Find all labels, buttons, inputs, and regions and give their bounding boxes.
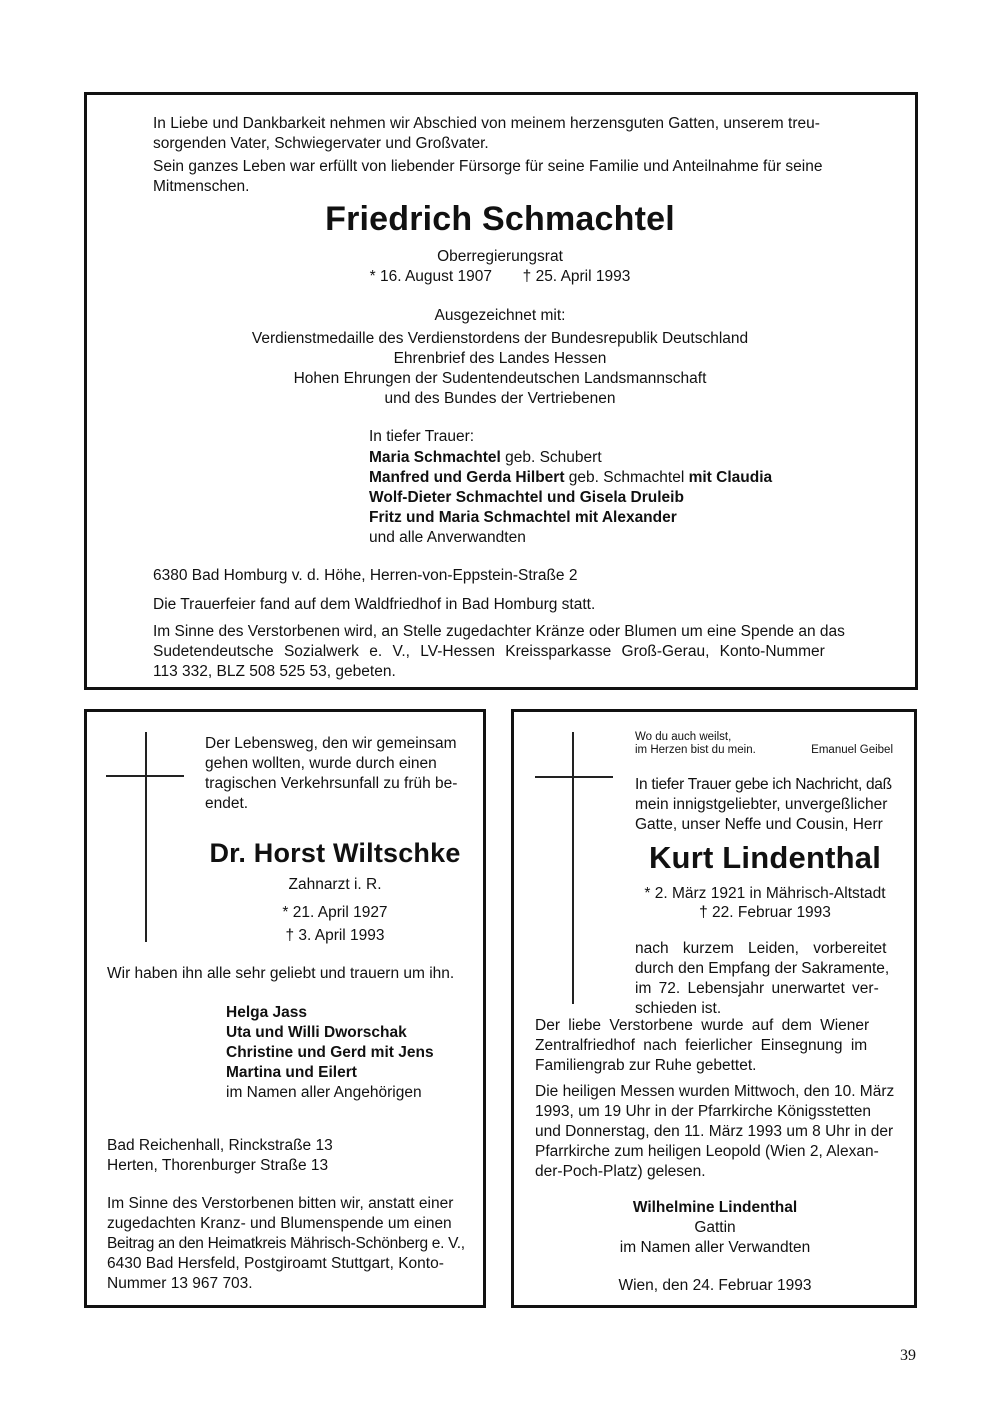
family-address: 6380 Bad Homburg v. d. Höhe, Herren-von-Eppstein-Straße 2	[153, 567, 578, 584]
epigraph-line: im Herzen bist du mein.	[635, 744, 756, 756]
deceased-title: Zahnarzt i. R.	[288, 876, 382, 893]
mourner-child: mit Claudia	[688, 469, 773, 486]
love-line: Wir haben ihn alle sehr geliebt und trauern um ihn.	[107, 965, 455, 982]
text-line: im 72. Lebensjahr unerwartet ver-	[635, 980, 879, 997]
text-line: sorgenden Vater, Schwiegervater und Großvater.	[153, 135, 489, 152]
text-line: nach kurzem Leiden, vorbereitet	[635, 940, 887, 957]
text-line: endet.	[205, 795, 249, 812]
text-line: Der Lebensweg, den wir gemeinsam	[205, 735, 457, 752]
mourners-list	[369, 448, 889, 548]
mourner-line: Wolf-Dieter Schmachtel und Gisela Druleib	[369, 489, 684, 506]
donation-paragraph	[153, 622, 849, 682]
text-line: In tiefer Trauer gebe ich Nachricht, daß	[635, 776, 892, 793]
mourner-line: Fritz und Maria Schmachtel mit Alexander	[369, 509, 677, 526]
deceased-name: Dr. Horst Wiltschke	[209, 838, 461, 868]
text-line: Zentralfriedhof nach feierlicher Einsegnung im	[535, 1037, 868, 1054]
death-date: † 22. Februar 1993	[699, 904, 831, 921]
text-line: Sudetendeutsche Sozialwerk e. V., LV-Hessen Kreissparkasse Groß-Gerau, Konto-Nummer	[153, 643, 825, 660]
life-paragraph	[153, 157, 849, 197]
text-line: Der liebe Verstorbene wurde auf dem Wiener	[535, 1017, 870, 1034]
intro-paragraph	[153, 114, 849, 154]
intro-paragraph	[635, 775, 895, 835]
text-line: Im Sinne des Verstorbenen bitten wir, anstatt einer	[107, 1195, 454, 1212]
mourning-heading: In tiefer Trauer:	[369, 428, 475, 445]
deceased-name: Friedrich Schmachtel	[325, 200, 675, 238]
text-line: Die heiligen Messen wurden Mittwoch, den 10. März	[535, 1083, 895, 1100]
intro-paragraph	[205, 734, 467, 814]
text-line: 113 332, BLZ 508 525 53, gebeten.	[153, 663, 396, 680]
mourner-name: Maria Schmachtel	[369, 449, 501, 466]
cross-icon-vertical	[572, 732, 574, 1004]
text-line: gehen wollten, wurde durch einen	[205, 755, 437, 772]
epigraph-author: Emanuel Geibel	[811, 744, 893, 756]
page-number: 39	[900, 1347, 916, 1364]
mourner-note: geb. Schmachtel	[564, 469, 689, 486]
epigraph-line: Wo du auch weilst,	[635, 731, 732, 743]
honor-item: Ehrenbrief des Landes Hessen	[393, 350, 607, 367]
text-line: durch den Empfang der Sakramente,	[635, 960, 890, 977]
family-address	[107, 1136, 333, 1176]
cross-icon-horizontal	[535, 776, 613, 778]
mourner-note: geb. Schubert	[500, 449, 602, 466]
mourner-line: Christine und Gerd mit Jens	[226, 1044, 434, 1061]
mourners-closing: im Namen aller Angehörigen	[226, 1084, 422, 1101]
mourner-line: Martina und Eilert	[226, 1064, 357, 1081]
death-date: † 25. April 1993	[522, 268, 631, 285]
text-line: 6430 Bad Hersfeld, Postgiroamt Stuttgart, Konto-	[107, 1255, 444, 1272]
mourner-line: Uta und Willi Dworschak	[226, 1024, 407, 1041]
widow-name: Wilhelmine Lindenthal	[632, 1199, 798, 1216]
text-line: schieden ist.	[635, 1000, 722, 1017]
mourner-line	[369, 468, 889, 488]
cross-icon-vertical	[145, 732, 147, 942]
text-line: Beitrag an den Heimatkreis Mährisch-Schönberg e. V.,	[107, 1235, 465, 1252]
burial-paragraph	[535, 1016, 895, 1076]
funeral-note: Die Trauerfeier fand auf dem Waldfriedhof in Bad Homburg statt.	[153, 596, 596, 613]
mourners-closing: und alle Anverwandten	[369, 529, 526, 546]
honor-item: Hohen Ehrungen der Sudentendeutschen Landsmannschaft	[293, 370, 707, 387]
masses-paragraph	[535, 1082, 895, 1182]
mourner-line: Helga Jass	[226, 1004, 307, 1021]
birth-date: * 16. August 1907	[369, 268, 493, 285]
honor-item: Verdienstmedaille des Verdienstordens der Bundesrepublik Deutschland	[251, 330, 749, 347]
place-and-date: Wien, den 24. Februar 1993	[618, 1277, 812, 1294]
text-line: der-Poch-Platz) gelesen.	[535, 1163, 706, 1180]
mourner-line	[369, 448, 889, 468]
text-line: Sein ganzes Leben war erfüllt von liebender Fürsorge für seine Familie und Anteilnahme für seine	[153, 158, 823, 175]
text-line: In Liebe und Dankbarkeit nehmen wir Abschied von meinem herzensguten Gatten, unserem treu-	[153, 115, 820, 132]
deceased-title: Oberregierungsrat	[437, 248, 563, 265]
deceased-name: Kurt Lindenthal	[648, 840, 882, 875]
death-paragraph	[635, 939, 895, 1019]
cross-icon-horizontal	[106, 775, 184, 777]
mourner-name: Manfred und Gerda Hilbert	[369, 469, 565, 486]
widow-role: Gattin	[694, 1219, 736, 1236]
text-line: Gatte, unser Neffe und Cousin, Herr	[635, 816, 883, 833]
mourners-list	[226, 1003, 476, 1103]
text-line: mein innigstgeliebter, unvergeßlicher	[635, 796, 888, 813]
honors-list	[150, 329, 850, 409]
address-line: Bad Reichenhall, Rinckstraße 13	[107, 1137, 333, 1154]
text-line: Mitmenschen.	[153, 178, 250, 195]
text-line: zugedachten Kranz- und Blumenspende um einen	[107, 1215, 452, 1232]
honors-heading: Ausgezeichnet mit:	[434, 307, 566, 324]
text-line: tragischen Verkehrsunfall zu früh be-	[205, 775, 458, 792]
life-dates	[150, 267, 850, 287]
text-line: Pfarrkirche zum heiligen Leopold (Wien 2, Alexan-	[535, 1143, 879, 1160]
honor-item: und des Bundes der Vertriebenen	[384, 390, 616, 407]
text-line: Nummer 13 967 703.	[107, 1275, 253, 1292]
text-line: 1993, um 19 Uhr in der Pfarrkirche Königsstetten	[535, 1103, 872, 1120]
address-line: Herten, Thorenburger Straße 13	[107, 1157, 329, 1174]
death-date: † 3. April 1993	[285, 927, 385, 944]
text-line: Familiengrab zur Ruhe gebettet.	[535, 1057, 757, 1074]
birth-date: * 2. März 1921 in Mährisch-Altstadt	[644, 885, 886, 902]
widow-closing: im Namen aller Verwandten	[619, 1239, 811, 1256]
text-line: Im Sinne des Verstorbenen wird, an Stelle zugedachter Kränze oder Blumen um eine Spende an das	[153, 623, 845, 640]
birth-date: * 21. April 1927	[282, 904, 388, 921]
donation-paragraph	[107, 1194, 467, 1294]
text-line: und Donnerstag, den 11. März 1993 um 8 Uhr in der	[535, 1123, 894, 1140]
